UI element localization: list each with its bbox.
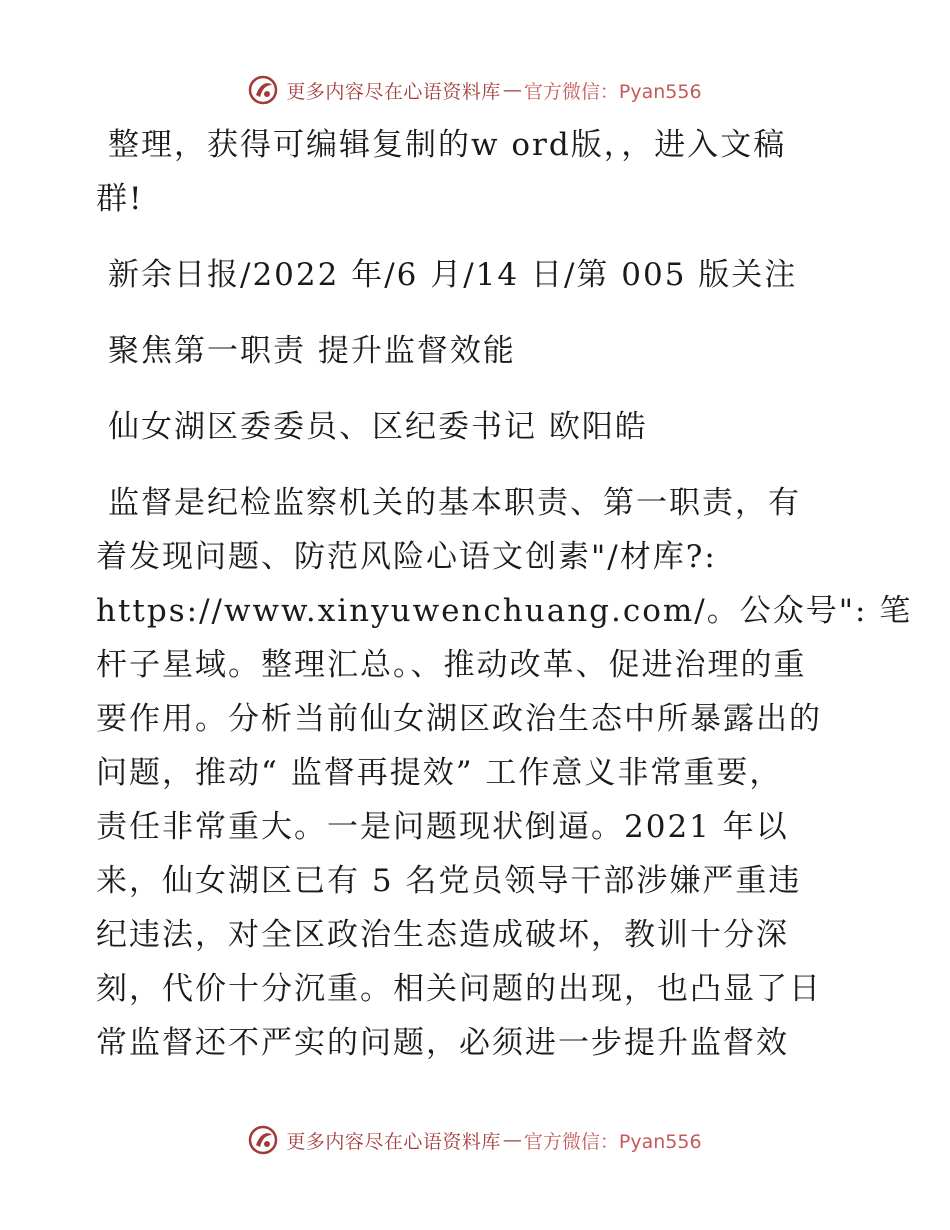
brand-logo-icon [248, 75, 278, 105]
watermark-separator: — [502, 79, 522, 101]
body-line-3: https://www.xinyuwenchuang.com/。公众号": 笔 [96, 593, 913, 629]
watermark-separator: — [502, 1129, 522, 1151]
watermark-text: 更多内容尽在心语资料库 [286, 1130, 501, 1153]
intro-line-2: 群! [96, 181, 144, 217]
brand-logo-icon [248, 1125, 278, 1155]
body-line-6: 问题，推动“ 监督再提效” 工作意义非常重要， [96, 755, 783, 791]
article-headline: 聚焦第一职责 提升监督效能 [108, 333, 516, 369]
body-line-2: 着发现问题、防范风险心语文创素"/材库?: [96, 539, 717, 575]
body-line-1: 监督是纪检监察机关的基本职责、第一职责，有 [108, 485, 801, 521]
body-line-10: 刻，代价十分沉重。相关问题的出现，也凸显了日 [96, 971, 822, 1007]
footer-watermark [0, 1120, 950, 1160]
watermark-text: 更多内容尽在心语资料库 [286, 80, 501, 103]
article-byline: 仙女湖区委委员、区纪委书记 欧阳皓 [108, 409, 648, 445]
intro-line-1: 整理，获得可编辑复制的w ord版，，进入文稿 [108, 127, 787, 163]
body-line-4: 杆子星域。整理汇总。、推动改革、促进治理的重 [96, 647, 807, 683]
document-page [96, 118, 913, 1070]
watermark-contact: 官方微信：Pyan556 [523, 80, 702, 103]
watermark-contact: 官方微信：Pyan556 [523, 1130, 702, 1153]
header-watermark [0, 70, 950, 110]
body-line-8: 来，仙女湖区已有 5 名党员领导干部涉嫌严重违 [96, 863, 802, 899]
body-line-11: 常监督还不严实的问题，必须进一步提升监督效 [96, 1025, 789, 1061]
body-line-7: 责任非常重大。一是问题现状倒逼。2021 年以 [96, 809, 789, 845]
body-line-9: 纪违法，对全区政治生态造成破坏，教训十分深 [96, 917, 789, 953]
body-line-5: 要作用。分析当前仙女湖区政治生态中所暴露出的 [96, 701, 822, 737]
source-line: 新余日报/2022 年/6 月/14 日/第 005 版关注 [108, 257, 798, 293]
